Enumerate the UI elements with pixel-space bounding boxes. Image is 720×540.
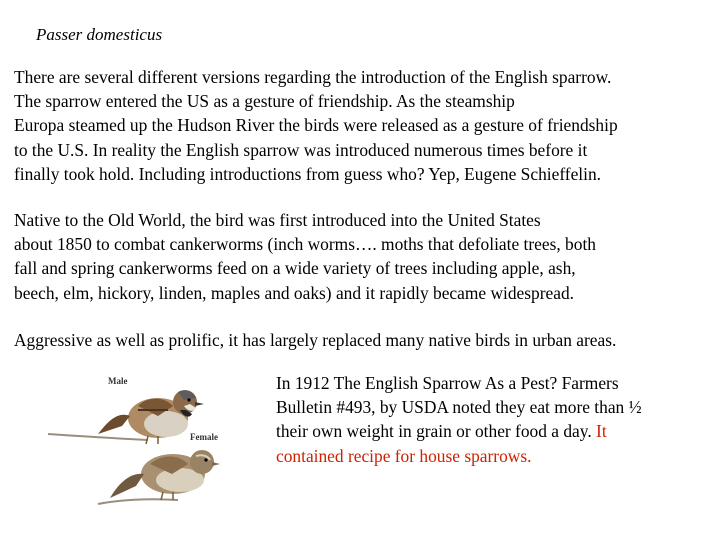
text-line: In 1912 The English Sparrow As a Pest? Farmers (276, 373, 619, 393)
note-red-line: contained recipe for house sparrows. (276, 445, 532, 466)
text-line: finally took hold. Including introductions from guess who? Yep, Eugene Schieffelin. (14, 163, 602, 184)
text-line: There are several different versions regarding the introduction of the English sparrow. (14, 67, 612, 87)
text-line: about 1850 to combat cankerworms (inch worms…. moths that defoliate trees, both (14, 234, 596, 255)
label-male: Male (108, 376, 128, 386)
text-line: The sparrow entered the US as a gesture of friendship. As the steamship (14, 91, 515, 112)
text-line: Bulletin #493, by USDA noted they eat more than ½ (276, 397, 642, 418)
paragraph-introduction (14, 65, 714, 186)
text-line: Aggressive as well as prolific, it has largely replaced many native birds in urban areas. (14, 330, 617, 350)
page-title: Passer domesticus (36, 25, 163, 44)
label-female: Female (190, 432, 218, 442)
paragraph-aggressive (14, 328, 714, 352)
text-line: Native to the Old World, the bird was first introduced into the United States (14, 210, 541, 230)
sparrow-illustration (38, 366, 238, 516)
text-line: to the U.S. In reality the English sparrow was introduced numerous times before it (14, 139, 588, 160)
text-line: fall and spring cankerworms feed on a wide variety of trees including apple, ash, (14, 258, 576, 279)
bulletin-note (276, 371, 716, 468)
text-line: beech, elm, hickory, linden, maples and oaks) and it rapidly became widespread. (14, 282, 575, 303)
paragraph-native-range (14, 208, 714, 305)
female-sparrow (110, 450, 220, 500)
text-line (276, 419, 716, 443)
note-red-text: It (591, 421, 607, 442)
note-text: their own weight in grain or other food a day. (276, 421, 592, 442)
text-line: Europa steamed up the Hudson River the birds were released as a gesture of friendship (14, 115, 618, 136)
male-sparrow (98, 390, 204, 444)
